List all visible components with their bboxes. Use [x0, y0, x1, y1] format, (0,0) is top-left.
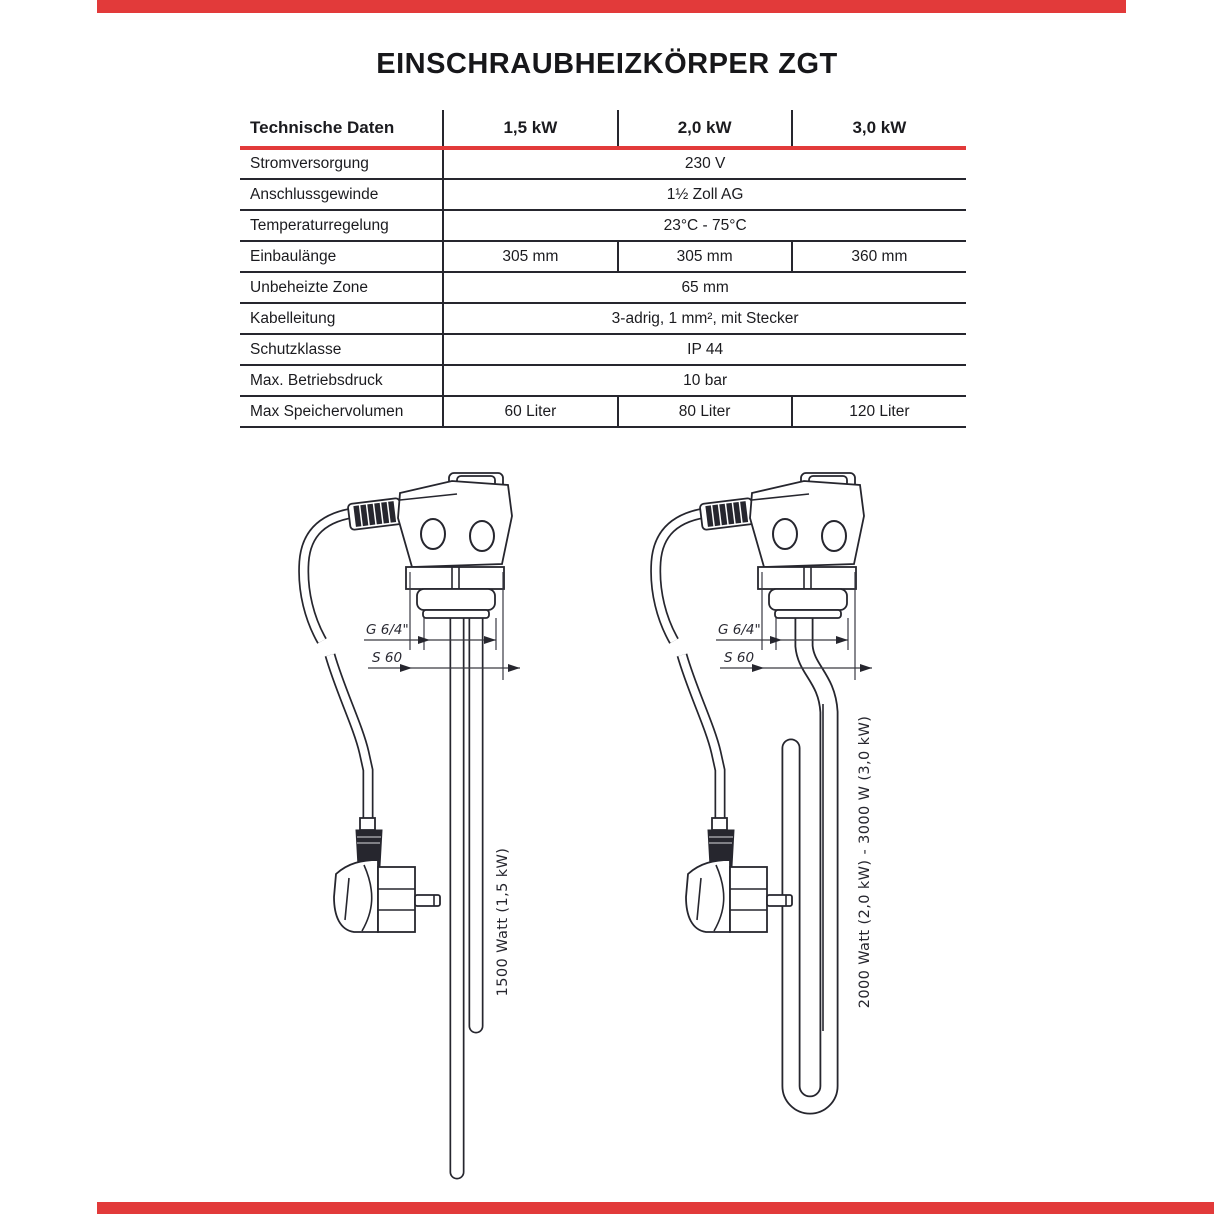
row-label: Kabelleitung — [240, 303, 443, 334]
wrench-size-label-right: S 60 — [724, 650, 755, 666]
row-label: Unbeheizte Zone — [240, 272, 443, 303]
header-col-1: 1,5 kW — [443, 110, 617, 148]
wrench-size-label-left: S 60 — [372, 650, 403, 666]
row-label: Schutzklasse — [240, 334, 443, 365]
page-title: EINSCHRAUBHEIZKÖRPER ZGT — [376, 48, 838, 80]
row-label: Max. Betriebsdruck — [240, 365, 443, 396]
wattage-caption-right: 2000 Watt (2,0 kW) - 3000 W (3,0 kW) — [857, 715, 873, 1009]
row-value: 360 mm — [792, 241, 966, 272]
row-label: Anschlussgewinde — [240, 179, 443, 210]
row-value: 23°C - 75°C — [443, 210, 966, 241]
row-value: 305 mm — [618, 241, 792, 272]
thread-size-label-left: G 6/4" — [366, 622, 409, 638]
row-value: IP 44 — [443, 334, 966, 365]
row-value: 10 bar — [443, 365, 966, 396]
row-value: 60 Liter — [443, 396, 617, 427]
row-label: Temperaturregelung — [240, 210, 443, 241]
thread-size-label-right: G 6/4" — [718, 622, 761, 638]
row-label: Max Speichervolumen — [240, 396, 443, 427]
row-value: 1½ Zoll AG — [443, 179, 966, 210]
row-label: Einbaulänge — [240, 241, 443, 272]
row-value: 120 Liter — [792, 396, 966, 427]
header-label: Technische Daten — [240, 110, 443, 148]
row-value: 230 V — [443, 148, 966, 179]
header-col-3: 3,0 kW — [792, 110, 966, 148]
row-value: 3-adrig, 1 mm², mit Stecker — [443, 303, 966, 334]
wattage-caption-left: 1500 Watt (1,5 kW) — [495, 847, 511, 997]
row-value: 305 mm — [443, 241, 617, 272]
drawing-heating-loop — [656, 473, 873, 1105]
header-col-2: 2,0 kW — [618, 110, 792, 148]
row-value: 65 mm — [443, 272, 966, 303]
drawing-heating-rod — [304, 473, 520, 1172]
row-value: 80 Liter — [618, 396, 792, 427]
row-label: Stromversorgung — [240, 148, 443, 179]
